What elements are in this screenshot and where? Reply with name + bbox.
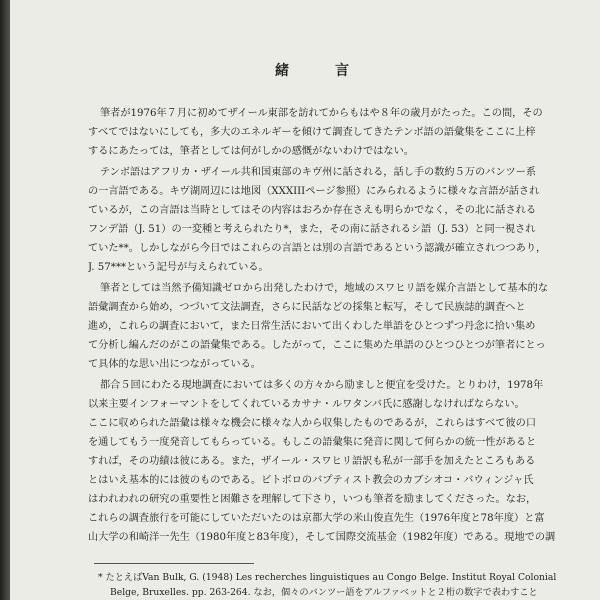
paragraph-line: テンボ語はアフリカ・ザイール共和国東部のキヴ州に話される，話し手の数約５万のバンツー系 bbox=[100, 167, 537, 178]
paragraph-line: 進め，これらの調査において，また日常生活において出くわした単語をひとつずつ丹念に拾い集め bbox=[88, 321, 536, 332]
paragraph-line: て具体的な思い出につながっている。 bbox=[88, 359, 261, 370]
footnote-line: Belge, Bruxelles. pp. 263-264. なお，個々のバンツー語をアルファベットと２桁の数字で表わすこと bbox=[110, 587, 538, 598]
paragraph-line: とはいえ基本的には彼のものである。ビトボロのバプティスト教会のカブシオコ・バウィンジャ氏 bbox=[88, 475, 534, 486]
paragraph-line: 筆者が1976年７月に初めてザイール東部を訪れてからもはや８年の歳月がたった。この間，その bbox=[100, 108, 543, 119]
paragraph-line: 筆者としては当然予備知識ゼロから出発したわけで，地域のスワヒリ語を媒介言語として基本的な bbox=[100, 283, 549, 294]
paragraph-line: を通してもう一度発音してもらっている。もしこの語彙集に発音に関して何らかの統一性があると bbox=[88, 437, 537, 448]
paragraph-line: これらの調査旅行を可能にしていただいたのは京都大学の米山俊直先生（1976年度と78年度）と富 bbox=[88, 513, 545, 524]
paragraph-line: 山大学の和崎洋一先生（1980年度と83年度），そして国際交流基金（1982年度）である。現地での調 bbox=[88, 532, 556, 543]
paragraph-line: するにあたっては，筆者としては何がしかの感慨がないわけではない。 bbox=[88, 146, 414, 157]
paragraph-line: ここに収められた語彙は様々な機会に様々な人から収集したものであるが，これらはすべて彼の口 bbox=[88, 418, 537, 429]
footnote bbox=[98, 570, 568, 600]
footnote-rule bbox=[94, 563, 254, 564]
paragraph-line: ていた**。しかしながら今日ではこれらの言語とは別の言語であるという認識が確立されつつあり， bbox=[88, 243, 547, 254]
paragraph-line: はわれわれの研究の重要性と困難さを理解して下さり，いつも筆者を励ましてくださった。なお， bbox=[88, 494, 537, 505]
paragraph-line: 都合５回にわたる現地調査においては多くの方々から励ましと便宜を受けた。とりわけ，1978年 bbox=[100, 380, 544, 391]
paragraph-line: 以来主要インフォーマントをしてくれているカサナ・ルワタンバ氏に感謝しなければならない。 bbox=[88, 399, 525, 410]
paragraph-line: フンデ語（J. 51）の一変種と考えられたり*，また，その南に話されるシ語（J. 53）と同一視され bbox=[88, 224, 536, 235]
footnote-line: * たとえばVan Bulk, G. (1948) Les recherches linguistiques au Congo Belge. Institut Royal Colonial bbox=[98, 572, 557, 583]
paragraph-line: すべてではないにしても，多大のエネルギーを傾けて調査してきたテンボ語の語彙集をここに上梓 bbox=[88, 127, 536, 138]
paragraph-line: 語彙調査から始め，つづいて文法調査，さらに民話などの採集と転写，そして民族誌的調査へと bbox=[88, 302, 526, 313]
book-page bbox=[10, 0, 600, 600]
body-text bbox=[88, 104, 558, 547]
paragraph-line: の一言語である。キヴ湖周辺には地図（XXXIIIページ参照）にみられるように様々な言語が話され bbox=[88, 186, 540, 197]
paragraph-line: J. 57***という記号が与えられている。 bbox=[88, 262, 269, 273]
page-title: 緒 言 bbox=[275, 63, 365, 79]
book-spine-shadow bbox=[0, 0, 10, 600]
paragraph-line: ているが，この言語は当時としてはその内容はおろか存在さえも明らかでなく，その北に話される bbox=[88, 205, 537, 216]
paragraph-line: て分析し編んだのがこの語彙集である。したがって，ここに集めた単語のひとつひとつが筆者にとっ bbox=[88, 340, 546, 351]
paragraph-line: すれば，その功績は彼にある。また，ザイール・スワヒリ語訳も私が一部手を加えたところもある bbox=[88, 456, 536, 467]
